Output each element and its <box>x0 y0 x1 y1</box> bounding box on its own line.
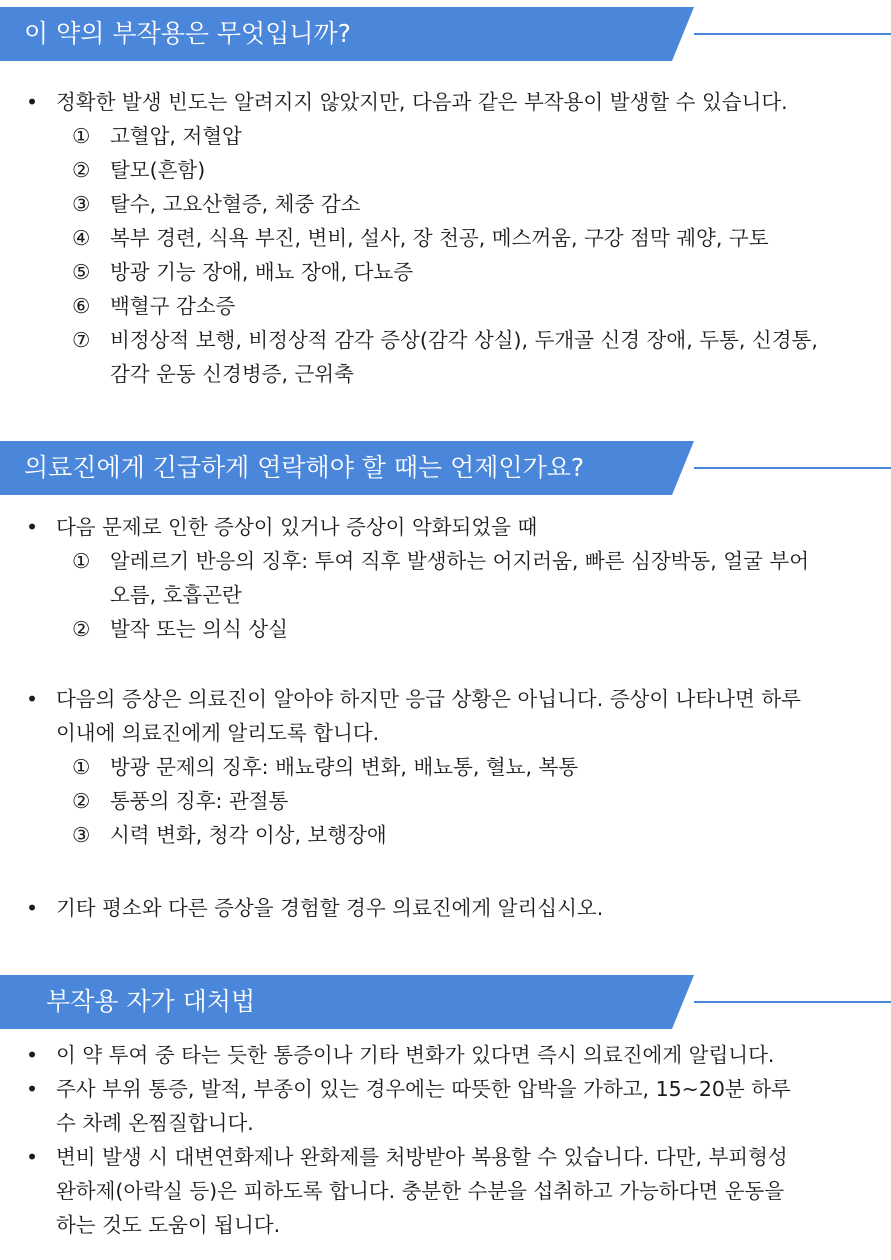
urgent-contact-group <box>0 510 891 646</box>
list-item-continuation <box>0 357 891 391</box>
bullet-item <box>0 1140 891 1174</box>
bullet-text-continued: 이내에 의료진에게 알리도록 합니다. <box>56 721 380 745</box>
bullet-text: 다음 문제로 인한 증상이 있거나 증상이 악화되었을 때 <box>56 515 538 539</box>
item-text: 고혈압, 저혈압 <box>110 124 242 148</box>
bullet-item <box>0 1038 891 1072</box>
item-number: ① <box>72 124 91 148</box>
header-divider-line <box>694 33 891 35</box>
bullet-item <box>0 1072 891 1106</box>
bullet-dot: • <box>26 896 39 920</box>
item-text: 방광 기능 장애, 배뇨 장애, 다뇨증 <box>110 260 414 284</box>
item-text: 복부 경련, 식욕 부진, 변비, 설사, 장 천공, 메스꺼움, 구강 점막 궤양, 구토 <box>110 226 769 250</box>
item-number: ② <box>72 617 91 641</box>
header-divider-line <box>694 1001 891 1003</box>
section-header-when-to-contact <box>0 441 891 495</box>
list-item <box>0 323 891 357</box>
list-item <box>0 255 891 289</box>
bullet-item-continuation <box>0 1106 891 1140</box>
item-number: ② <box>72 158 91 182</box>
section-title: 부작용 자가 대처법 <box>46 987 256 1016</box>
item-text: 발작 또는 의식 상실 <box>110 617 288 641</box>
section-header-self-care <box>0 975 891 1029</box>
item-number: ⑤ <box>72 260 91 284</box>
bullet-item-continuation <box>0 1174 891 1208</box>
list-item <box>0 119 891 153</box>
item-number: ③ <box>72 192 91 216</box>
bullet-text: 이 약 투여 중 타는 듯한 통증이나 기타 변화가 있다면 즉시 의료진에게 알립니다. <box>56 1043 775 1067</box>
item-text-continued: 오름, 호흡곤란 <box>110 583 242 607</box>
list-item <box>0 289 891 323</box>
header-divider-line <box>694 467 891 469</box>
bullet-text: 주사 부위 통증, 발적, 부종이 있는 경우에는 따뜻한 압박을 가하고, 15~20분 하루 <box>56 1077 791 1101</box>
bullet-item-continuation <box>0 1208 891 1242</box>
item-number: ① <box>72 549 91 573</box>
list-item <box>0 187 891 221</box>
bullet-item-continuation <box>0 716 891 750</box>
item-number: ① <box>72 755 91 779</box>
bullet-item <box>0 891 891 925</box>
section-title: 의료진에게 긴급하게 연락해야 할 때는 언제인가요? <box>24 453 585 482</box>
bullet-dot: • <box>26 687 39 711</box>
list-item <box>0 750 891 784</box>
item-number: ④ <box>72 226 91 250</box>
bullet-item <box>0 85 891 119</box>
bullet-item <box>0 682 891 716</box>
list-item-continuation <box>0 578 891 612</box>
bullet-text-continued: 하는 것도 도움이 됩니다. <box>56 1213 281 1237</box>
bullet-text: 정확한 발생 빈도는 알려지지 않았지만, 다음과 같은 부작용이 발생할 수 있습니다. <box>56 90 788 114</box>
item-text: 탈수, 고요산혈증, 체중 감소 <box>110 192 361 216</box>
self-care-content <box>0 1038 891 1242</box>
item-text: 방광 문제의 징후: 배뇨량의 변화, 배뇨통, 혈뇨, 복통 <box>110 755 579 779</box>
bullet-dot: • <box>26 1145 39 1169</box>
bullet-text: 다음의 증상은 의료진이 알아야 하지만 응급 상황은 아닙니다. 증상이 나타나면 하루 <box>56 687 801 711</box>
bullet-dot: • <box>26 90 39 114</box>
list-item <box>0 544 891 578</box>
item-text: 통풍의 징후: 관절통 <box>110 789 289 813</box>
list-item <box>0 818 891 852</box>
section-title: 이 약의 부작용은 무엇입니까? <box>24 19 351 48</box>
bullet-dot: • <box>26 515 39 539</box>
non-urgent-contact-group <box>0 682 891 852</box>
bullet-item <box>0 510 891 544</box>
bullet-text-continued: 수 차례 온찜질합니다. <box>56 1111 254 1135</box>
bullet-dot: • <box>26 1043 39 1067</box>
item-text: 탈모(흔함) <box>110 158 206 182</box>
item-text: 백혈구 감소증 <box>110 294 236 318</box>
item-number: ② <box>72 789 91 813</box>
item-text: 비정상적 보행, 비정상적 감각 증상(감각 상실), 두개골 신경 장애, 두통, 신경통, <box>110 328 818 352</box>
bullet-text: 변비 발생 시 대변연화제나 완화제를 처방받아 복용할 수 있습니다. 다만, 부피형성 <box>56 1145 788 1169</box>
item-number: ⑦ <box>72 328 91 352</box>
bullet-dot: • <box>26 1077 39 1101</box>
item-number: ⑥ <box>72 294 91 318</box>
item-number: ③ <box>72 823 91 847</box>
bullet-text-continued: 완하제(아락실 등)은 피하도록 합니다. 충분한 수분을 섭취하고 가능하다면 운동을 <box>56 1179 785 1203</box>
other-symptoms-group <box>0 891 891 925</box>
item-text: 시력 변화, 청각 이상, 보행장애 <box>110 823 387 847</box>
item-text-continued: 감각 운동 신경병증, 근위축 <box>110 362 354 386</box>
item-text: 알레르기 반응의 징후: 투여 직후 발생하는 어지러움, 빠른 심장박동, 얼굴 부어 <box>110 549 809 573</box>
list-item <box>0 153 891 187</box>
side-effects-content <box>0 85 891 391</box>
list-item <box>0 612 891 646</box>
list-item <box>0 221 891 255</box>
bullet-text: 기타 평소와 다른 증상을 경험할 경우 의료진에게 알리십시오. <box>56 896 604 920</box>
list-item <box>0 784 891 818</box>
section-header-side-effects <box>0 7 891 61</box>
